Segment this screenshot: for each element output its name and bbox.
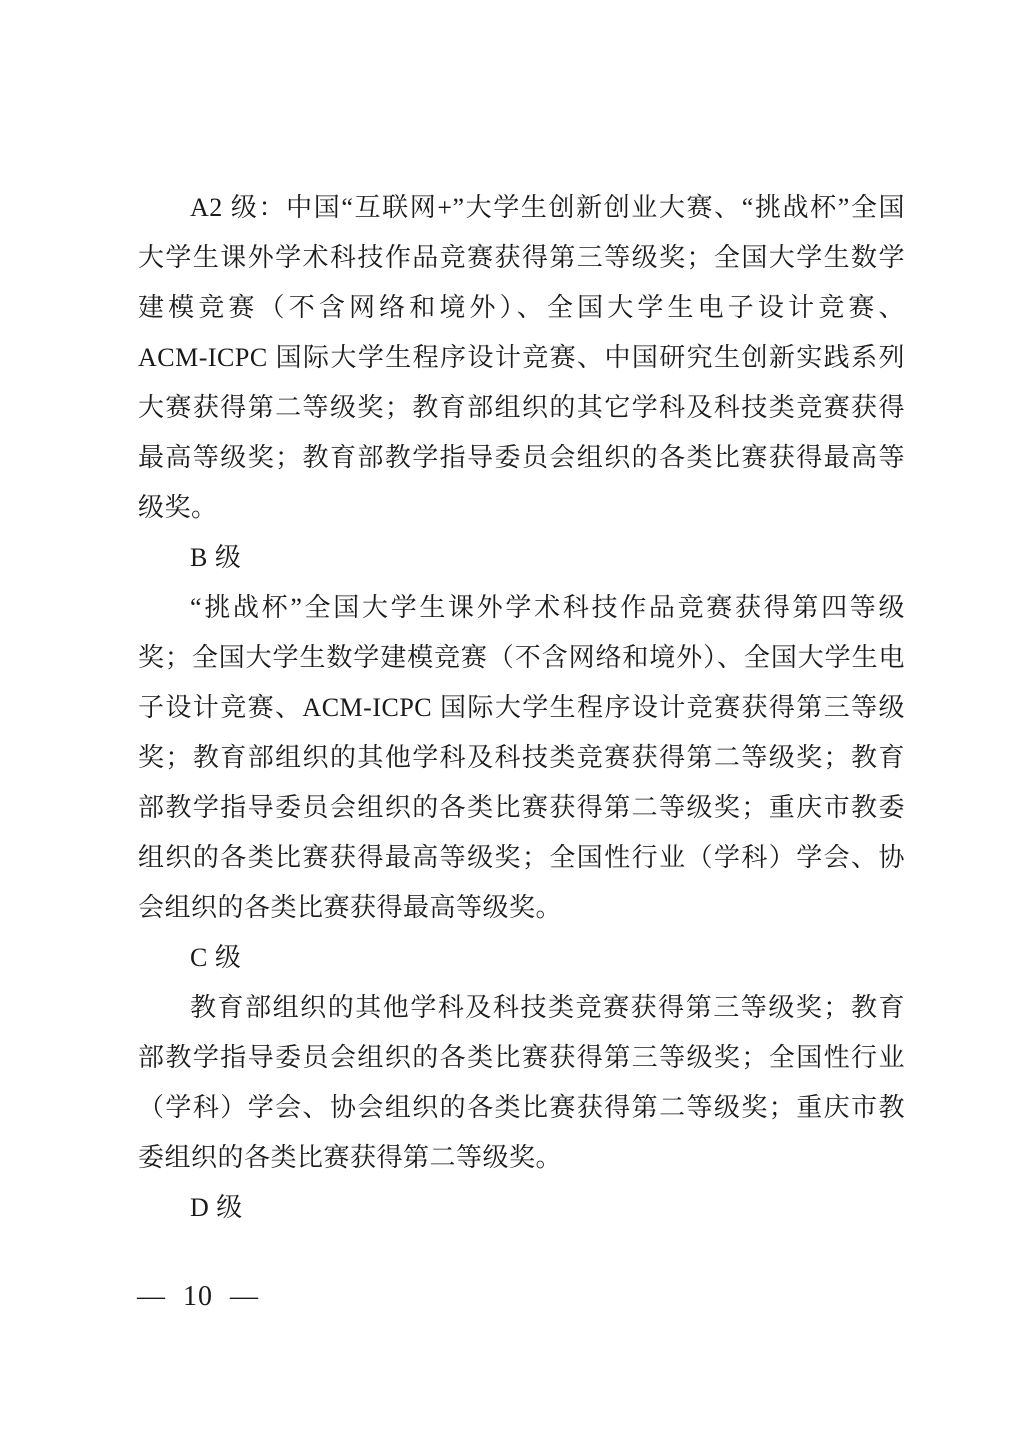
text-line: 教育部组织的其他学科及科技类竞赛获得第三等级奖；教育 (190, 993, 905, 1022)
text-line: 委组织的各类比赛获得第二等级奖。 (138, 1143, 563, 1172)
text-line: 部教学指导委员会组织的各类比赛获得第三等级奖；全国性行业 (138, 1043, 905, 1072)
section-heading: B 级 (190, 543, 242, 572)
text-line: 会组织的各类比赛获得最高等级奖。 (138, 893, 563, 922)
text-line: 组织的各类比赛获得最高等级奖；全国性行业（学科）学会、协 (138, 843, 905, 872)
section-heading: D 级 (190, 1193, 243, 1222)
text-line: 子设计竞赛、ACM-ICPC 国际大学生程序设计竞赛获得第三等级 (138, 693, 905, 722)
text-line: ACM-ICPC 国际大学生程序设计竞赛、中国研究生创新实践系列 (138, 343, 905, 372)
text-line: 级奖。 (138, 493, 218, 522)
text-line: 大学生课外学术科技作品竞赛获得第三等级奖；全国大学生数学 (138, 243, 905, 272)
text-line: 大赛获得第二等级奖；教育部组织的其它学科及科技类竞赛获得 (138, 393, 905, 422)
section-heading: C 级 (190, 943, 242, 972)
document-body (138, 183, 905, 1233)
text-line: 奖；全国大学生数学建模竞赛（不含网络和境外）、全国大学生电 (138, 643, 905, 672)
text-line: 最高等级奖；教育部教学指导委员会组织的各类比赛获得最高等 (138, 443, 905, 472)
text-line: （学科）学会、协会组织的各类比赛获得第二等级奖；重庆市教 (138, 1093, 905, 1122)
text-line: 奖；教育部组织的其他学科及科技类竞赛获得第二等级奖；教育 (138, 743, 905, 772)
text-line: “挑战杯”全国大学生课外学术科技作品竞赛获得第四等级 (190, 593, 905, 622)
text-line: 建模竞赛（不含网络和境外）、全国大学生电子设计竞赛、 (138, 293, 905, 322)
text-line: 部教学指导委员会组织的各类比赛获得第二等级奖；重庆市教委 (138, 793, 905, 822)
page-number: — 10 — (137, 1281, 259, 1312)
text-line: A2 级：中国“互联网+”大学生创新创业大赛、“挑战杯”全国 (190, 193, 905, 222)
